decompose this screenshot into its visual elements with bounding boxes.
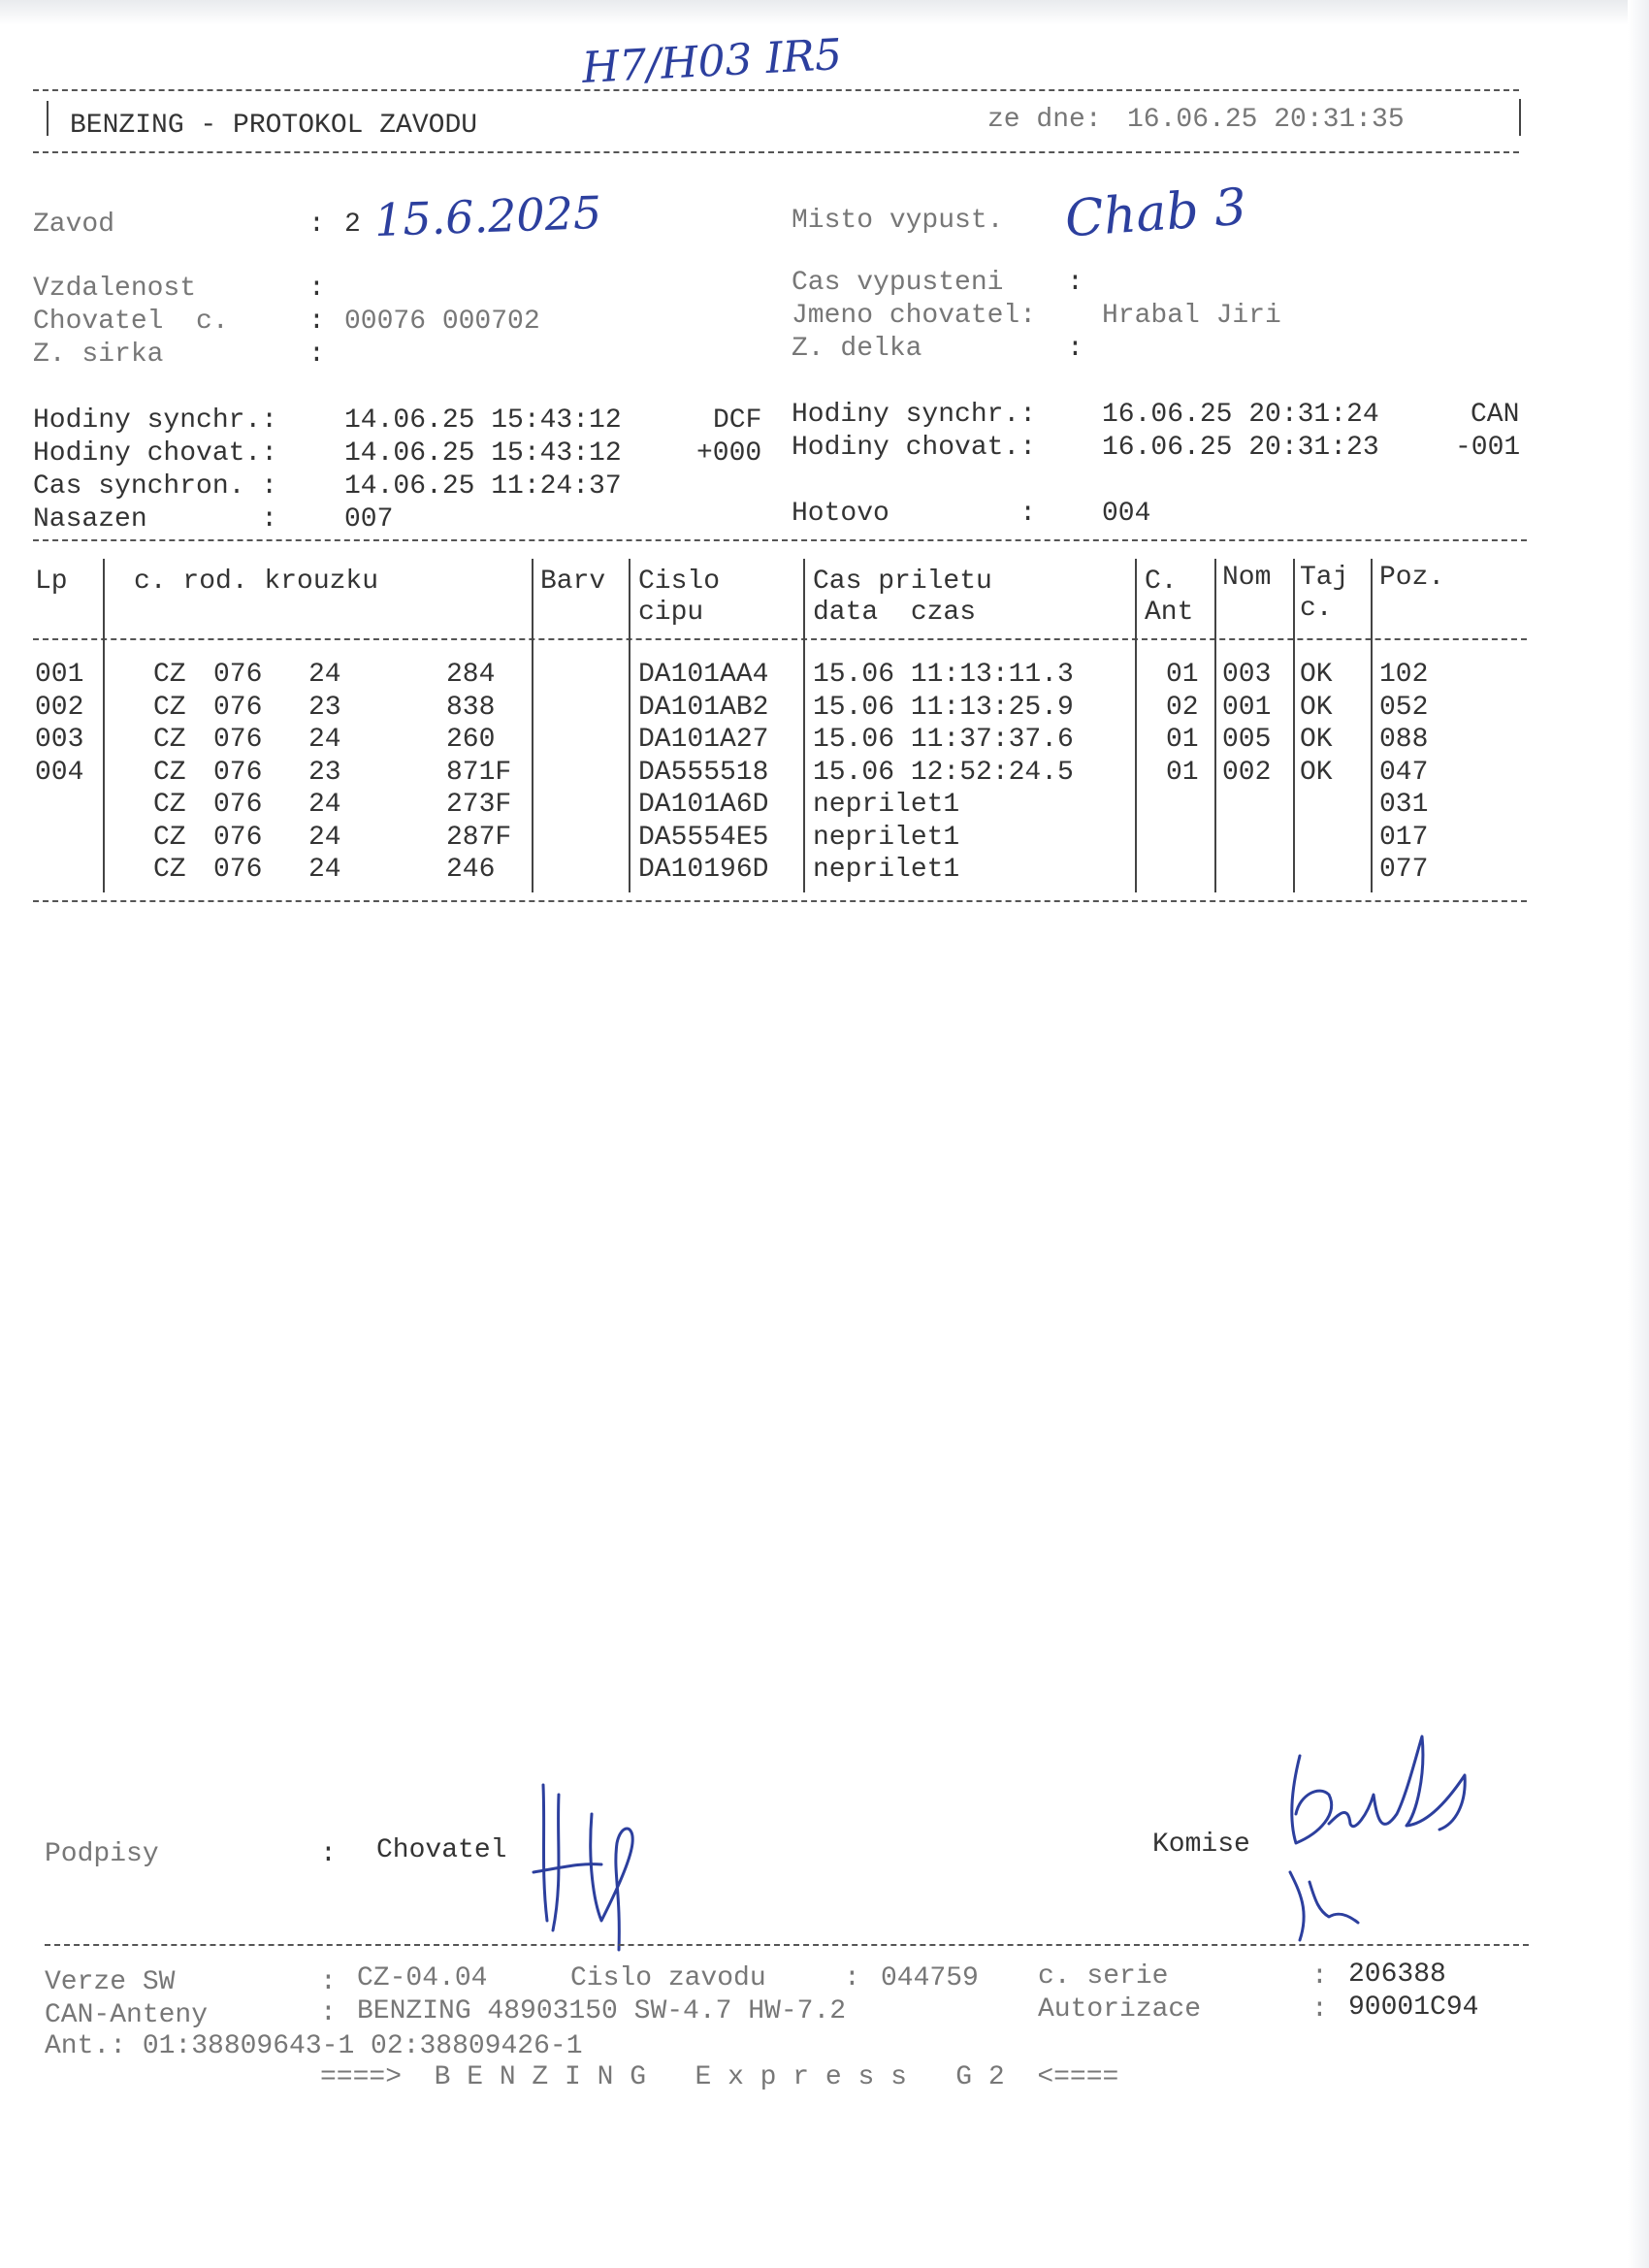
misto-label: Misto vypust. [792,206,1004,236]
sync-right-label: Hotovo : [792,499,1037,529]
cell-lp: 003 [35,725,84,755]
handwritten-race-code: H7/H03 IR5 [580,30,844,93]
verze-label: Verze SW [45,1967,176,1997]
cell-arrival: 15.06 11:13:11.3 [813,660,1074,690]
zavod-date-handwritten: 15.6.2025 [373,185,602,247]
chovatel-colon: : [308,307,325,337]
serie-label: c. serie [1038,1961,1169,1992]
col-separator [1293,559,1295,892]
cell-nom: 002 [1222,758,1272,788]
cell-chip: DA101AA4 [638,660,769,690]
header-top-rule [33,89,1519,91]
cell-poz: 077 [1379,855,1429,885]
col-header-barv: Barv [540,567,606,597]
table-bottom-rule [33,900,1527,902]
col-separator [1214,559,1216,892]
col-header-ant: Ant [1145,598,1194,628]
cell-chip: DA101A6D [638,790,769,820]
serie-colon: : [1311,1961,1328,1992]
zavod-colon: : [308,210,325,240]
sync-left-label: Hodiny synchr.: [33,405,278,436]
delka-label: Z. delka [792,334,922,364]
cell-country: CZ [153,790,186,820]
cell-year: 24 [308,660,341,690]
col-header-taj: Taj [1300,563,1349,593]
brand-line: ====> B E N Z I N G E x p r e s s G 2 <==== [320,2062,1119,2092]
col-header-cas: Cas priletu [813,567,992,597]
can-label: CAN-Anteny [45,2000,209,2030]
header-bottom-rule [33,151,1519,153]
cell-arrival: neprilet1 [813,823,960,853]
cell-nom: 001 [1222,693,1272,723]
scan-top-edge [0,0,1649,25]
podpisy-label: Podpisy [45,1839,159,1869]
cell-ring: 273F [446,790,512,820]
protocol-date-label: ze dne: [987,105,1102,135]
sync-left-label: Hodiny chovat.: [33,438,278,469]
cell-org: 076 [213,693,263,723]
cell-arrival: 15.06 12:52:24.5 [813,758,1074,788]
cell-antenna: 01 [1166,758,1199,788]
cell-taj: OK [1300,725,1333,755]
sync-right-label: Hodiny synchr.: [792,400,1037,430]
cell-org: 076 [213,823,263,853]
sync-left-suffix: DCF [713,405,762,436]
zavod-label: Zavod [33,210,115,240]
cell-org: 076 [213,790,263,820]
cell-chip: DA5554E5 [638,823,769,853]
cell-taj: OK [1300,693,1333,723]
cell-country: CZ [153,758,186,788]
verze-value: CZ-04.04 [357,1963,488,1993]
komise-signature-label: Komise [1152,1830,1250,1860]
cell-lp: 002 [35,693,84,723]
cell-arrival: neprilet1 [813,790,960,820]
cell-year: 23 [308,758,341,788]
cell-arrival: 15.06 11:37:37.6 [813,725,1074,755]
cell-org: 076 [213,758,263,788]
cell-chip: DA10196D [638,855,769,885]
cas-vypusteni-label: Cas vypusteni [792,268,1004,298]
cell-nom: 003 [1222,660,1272,690]
col-header-lp: Lp [35,567,68,597]
chovatel-label: Chovatel c. [33,307,229,337]
table-top-rule [33,539,1527,541]
vzdalenost-label: Vzdalenost [33,274,197,304]
can-colon: : [320,1998,337,2028]
cell-year: 24 [308,823,341,853]
table-header-rule [33,638,1527,640]
cell-antenna: 02 [1166,693,1199,723]
autorizace-label: Autorizace [1038,1994,1202,2025]
cell-poz: 017 [1379,823,1429,853]
cell-org: 076 [213,660,263,690]
cell-org: 076 [213,725,263,755]
cell-chip: DA101AB2 [638,693,769,723]
col-header-c: C. [1145,567,1178,597]
cas-vypusteni-colon: : [1067,268,1083,298]
cell-arrival: 15.06 11:13:25.9 [813,693,1074,723]
sync-left-value: 14.06.25 15:43:12 [344,438,622,469]
sync-left-label: Cas synchron. : [33,471,278,502]
col-header-data: data czas [813,598,977,628]
can-value: BENZING 48903150 SW-4.7 HW-7.2 [357,1996,847,2026]
cell-country: CZ [153,855,186,885]
sync-left-suffix: +000 [696,438,762,469]
footer-rule [45,1944,1529,1946]
sync-left-value: 14.06.25 11:24:37 [344,471,622,502]
podpisy-colon: : [320,1839,337,1869]
col-header-cislo: Cislo [638,567,721,597]
jmeno-label: Jmeno chovatel: [792,301,1037,331]
col-separator [1135,559,1137,892]
scan-right-edge [1628,0,1649,2268]
sync-left-value: 14.06.25 15:43:12 [344,405,622,436]
col-separator [532,559,534,892]
cell-ring: 260 [446,725,496,755]
verze-colon: : [320,1967,337,1997]
cell-poz: 031 [1379,790,1429,820]
sync-left-label: Nasazen : [33,504,278,535]
autorizace-colon: : [1311,1994,1328,2025]
chovatel-number: 00076 000702 [344,307,540,337]
protocol-date-value: 16.06.25 20:31:35 [1127,105,1405,135]
sirka-label: Z. sirka [33,340,164,370]
cell-antenna: 01 [1166,725,1199,755]
cell-taj: OK [1300,758,1333,788]
chovatel-signature-label: Chovatel [376,1835,507,1865]
serie-value: 206388 [1348,1960,1446,1990]
cell-country: CZ [153,823,186,853]
cell-arrival: neprilet1 [813,855,960,885]
protocol-title: BENZING - PROTOKOL ZAVODU [70,111,478,141]
sync-right-value: 16.06.25 20:31:24 [1102,400,1379,430]
col-header-taj-c: c. [1300,594,1333,624]
cislo-zavodu-colon: : [844,1963,860,1993]
col-separator [1371,559,1373,892]
col-header-nom: Nom [1222,563,1272,593]
cell-country: CZ [153,725,186,755]
misto-handwritten: Chab 3 [1063,178,1249,249]
col-separator [103,559,105,892]
breeder-signature [524,1775,679,1960]
sync-left-value: 007 [344,504,394,535]
cell-poz: 052 [1379,693,1429,723]
sync-right-label: Hodiny chovat.: [792,433,1037,463]
cell-nom: 005 [1222,725,1272,755]
sync-right-value: 16.06.25 20:31:23 [1102,433,1379,463]
cell-lp: 001 [35,660,84,690]
cell-country: CZ [153,693,186,723]
col-separator [803,559,805,892]
cell-poz: 102 [1379,660,1429,690]
cell-ring: 284 [446,660,496,690]
col-header-cipu: cipu [638,598,704,628]
sirka-colon: : [308,340,325,370]
cell-ring: 246 [446,855,496,885]
cell-chip: DA555518 [638,758,769,788]
cell-chip: DA101A27 [638,725,769,755]
cell-year: 23 [308,693,341,723]
header-right-edge [1519,99,1521,136]
cell-lp: 004 [35,758,84,788]
delka-colon: : [1067,334,1083,364]
autorizace-value: 90001C94 [1348,1993,1479,2023]
antenna-line: Ant.: 01:38809643-1 02:38809426-1 [45,2031,583,2061]
vzdalenost-colon: : [308,274,325,304]
cell-ring: 838 [446,693,496,723]
cell-taj: OK [1300,660,1333,690]
cell-year: 24 [308,790,341,820]
cell-poz: 047 [1379,758,1429,788]
cell-ring: 871F [446,758,512,788]
sync-right-value: 004 [1102,499,1151,529]
sync-right-suffix: -001 [1455,433,1521,463]
col-header-ring: c. rod. krouzku [134,567,379,597]
cell-poz: 088 [1379,725,1429,755]
header-left-edge [47,101,48,136]
commission-signature [1261,1717,1484,1950]
col-header-poz: Poz. [1379,563,1445,593]
col-separator [629,559,630,892]
cell-antenna: 01 [1166,660,1199,690]
jmeno-value: Hrabal Jiri [1102,301,1281,331]
cell-year: 24 [308,855,341,885]
cell-year: 24 [308,725,341,755]
cell-country: CZ [153,660,186,690]
cell-org: 076 [213,855,263,885]
cislo-zavodu-label: Cislo zavodu [570,1963,766,1993]
cell-ring: 287F [446,823,512,853]
sync-right-suffix: CAN [1471,400,1520,430]
cislo-zavodu-value: 044759 [881,1963,979,1993]
zavod-value: 2 [344,210,361,240]
